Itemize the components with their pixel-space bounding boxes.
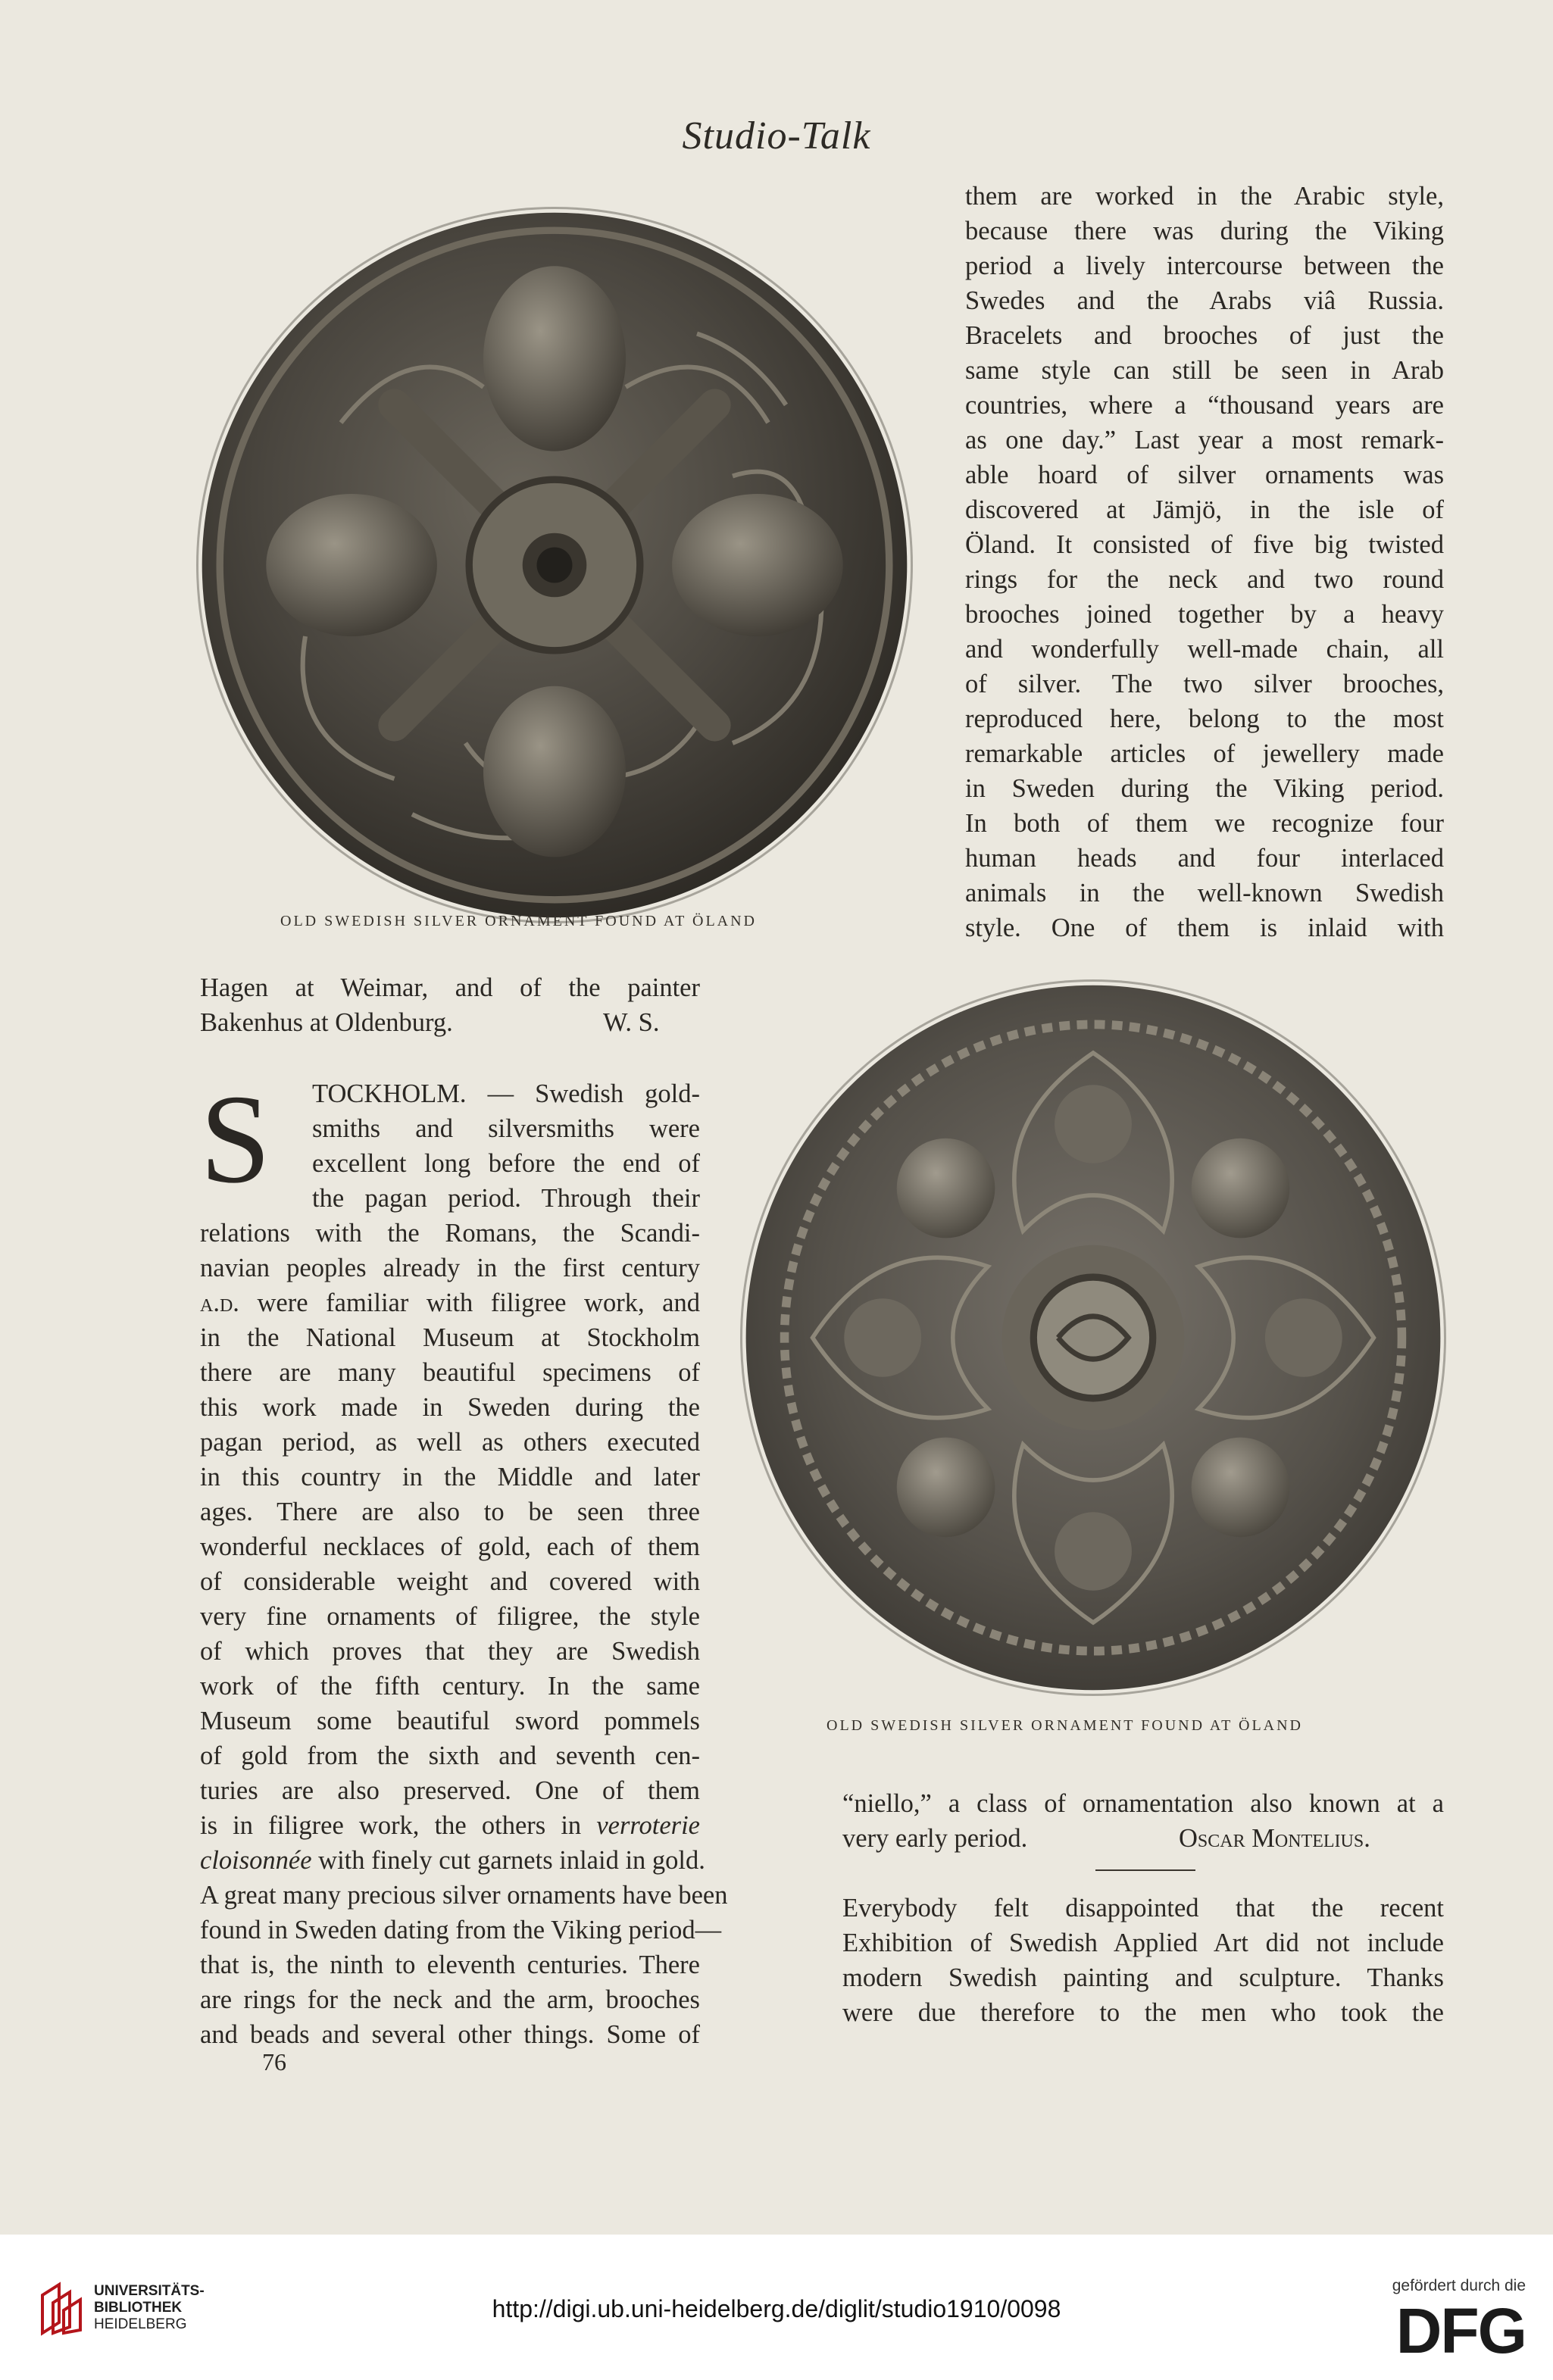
- paragraph-line: Exhibition of Swedish Applied Art did not include: [842, 1929, 1444, 1957]
- paragraph-line: the pagan period. Through their: [312, 1184, 700, 1213]
- section-divider: [1095, 1869, 1195, 1871]
- paragraph-line: reproduced here, belong to the most: [965, 704, 1444, 733]
- paragraph-line: very early period.: [842, 1824, 1028, 1853]
- funder-logo: DFG: [1395, 2295, 1526, 2366]
- paragraph-line: countries, where a “thousand years are: [965, 391, 1444, 420]
- brooch-photo-top: [198, 209, 911, 921]
- paragraph-line: Swedes and the Arabs viâ Russia.: [965, 286, 1444, 315]
- paragraph-line: turies are also preserved. One of them: [200, 1776, 700, 1805]
- paragraph-line: style. One of them is inlaid with: [965, 914, 1444, 942]
- paragraph-line: smiths and silversmiths were: [312, 1114, 700, 1143]
- paragraph-line: modern Swedish painting and sculpture. Thanks: [842, 1963, 1444, 1992]
- paragraph-line: found in Sweden dating from the Viking period—: [200, 1916, 722, 1944]
- paragraph-line: in Sweden during the Viking period.: [965, 774, 1444, 803]
- paragraph-line: excellent long before the end of: [312, 1149, 700, 1178]
- paragraph-line: were due therefore to the men who took the: [842, 1998, 1444, 2027]
- paragraph-line: Hagen at Weimar, and of the painter: [200, 973, 700, 1002]
- author-initials: W. S.: [603, 1008, 660, 1037]
- library-name: UNIVERSITÄTS- BIBLIOTHEK HEIDELBERG: [94, 2283, 205, 2332]
- paragraph-line: of silver. The two silver brooches,: [965, 670, 1444, 698]
- paragraph-line: them are worked in the Arabic style,: [965, 182, 1444, 211]
- paragraph-line: relations with the Romans, the Scandi-: [200, 1219, 700, 1248]
- paragraph-line: and beads and several other things. Some of: [200, 2020, 700, 2049]
- paragraph-line: remarkable articles of jewellery made: [965, 739, 1444, 768]
- paragraph-line: of which proves that they are Swedish: [200, 1637, 700, 1666]
- paragraph-line: this work made in Sweden during the: [200, 1393, 700, 1422]
- paragraph-line: as one day.” Last year a most remark-: [965, 426, 1444, 454]
- funding-credit: gefördert durch die: [1392, 2277, 1526, 2294]
- brooch-photo-bottom: [742, 982, 1444, 1694]
- paragraph-line: pagan period, as well as others executed: [200, 1428, 700, 1457]
- paragraph-line: in the National Museum at Stockholm: [200, 1323, 700, 1352]
- paragraph-line: wonderful necklaces of gold, each of them: [200, 1532, 700, 1561]
- paragraph-line: is in filigree work, the others in verroterie: [200, 1811, 700, 1840]
- paragraph-line: of considerable weight and covered with: [200, 1567, 700, 1596]
- paragraph-line: able hoard of silver ornaments was: [965, 461, 1444, 489]
- paragraph-line: a.d. were familiar with filigree work, and: [200, 1288, 700, 1317]
- paragraph-line: that is, the ninth to eleventh centuries. There: [200, 1951, 700, 1979]
- figure-caption: OLD SWEDISH SILVER ORNAMENT FOUND AT ÖLAND: [280, 913, 757, 929]
- paragraph-line: Everybody felt disappointed that the recent: [842, 1894, 1444, 1922]
- paragraph-line: rings for the neck and two round: [965, 565, 1444, 594]
- paragraph-line: Öland. It consisted of five big twisted: [965, 530, 1444, 559]
- paragraph-line: Bakenhus at Oldenburg.: [200, 1008, 453, 1037]
- paragraph-line: very fine ornaments of filigree, the style: [200, 1602, 700, 1631]
- paragraph-line: navian peoples already in the first century: [200, 1254, 700, 1282]
- paragraph-line: TOCKHOLM. — Swedish gold-: [312, 1079, 700, 1108]
- paragraph-line: ages. There are also to be seen three: [200, 1498, 700, 1526]
- paragraph-line: Bracelets and brooches of just the: [965, 321, 1444, 350]
- paragraph-line: discovered at Jämjö, in the isle of: [965, 495, 1444, 524]
- paragraph-line: “niello,” a class of ornamentation also known at a: [842, 1789, 1444, 1818]
- paragraph-line: Museum some beautiful sword pommels: [200, 1707, 700, 1735]
- paragraph-line: same style can still be seen in Arab: [965, 356, 1444, 385]
- source-url-link[interactable]: http://digi.ub.uni-heidelberg.de/diglit/studio1910/0098: [492, 2295, 1061, 2322]
- paragraph-line: animals in the well-known Swedish: [965, 879, 1444, 907]
- paragraph-line: and wonderfully well-made chain, all: [965, 635, 1444, 664]
- figure-caption: OLD SWEDISH SILVER ORNAMENT FOUND AT ÖLAND: [826, 1717, 1303, 1734]
- author-signature: Oscar Montelius.: [1179, 1824, 1370, 1853]
- running-head: Studio-Talk: [682, 114, 871, 158]
- paragraph-line: period a lively intercourse between the: [965, 251, 1444, 280]
- paragraph-line: work of the fifth century. In the same: [200, 1672, 700, 1701]
- paragraph-line: In both of them we recognize four: [965, 809, 1444, 838]
- paragraph-line: are rings for the neck and the arm, brooches: [200, 1985, 700, 2014]
- page-number: 76: [262, 2048, 286, 2075]
- paragraph-line: of gold from the sixth and seventh cen-: [200, 1741, 700, 1770]
- paragraph-line: because there was during the Viking: [965, 217, 1444, 245]
- footer-band: [0, 2235, 1553, 2380]
- drop-cap: S: [200, 1069, 271, 1210]
- paragraph-line: cloisonnée with finely cut garnets inlaid in gold.: [200, 1846, 705, 1875]
- paragraph-line: there are many beautiful specimens of: [200, 1358, 700, 1387]
- paragraph-line: human heads and four interlaced: [965, 844, 1444, 873]
- paragraph-line: in this country in the Middle and later: [200, 1463, 700, 1491]
- paragraph-line: brooches joined together by a heavy: [965, 600, 1444, 629]
- paragraph-line: A great many precious silver ornaments have been: [200, 1881, 728, 1910]
